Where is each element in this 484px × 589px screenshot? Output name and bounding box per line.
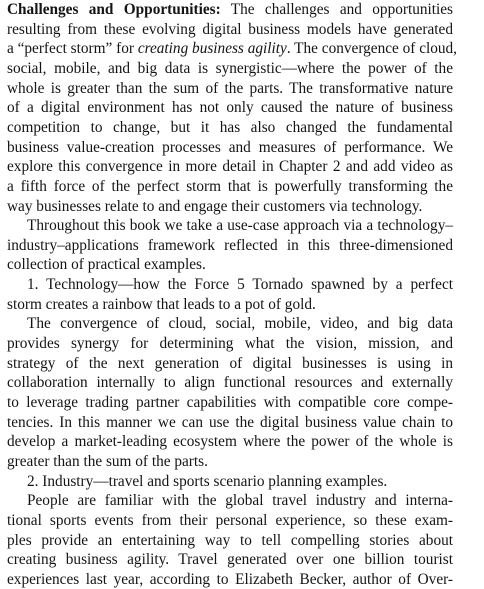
text-line	[7, 511, 453, 530]
text-segment: The challenges and opportunities	[220, 1, 453, 18]
text-line	[7, 295, 453, 314]
text-segment: 2. Industry—travel and sports scenario planning examples.	[27, 472, 388, 490]
text-segment: tencies. In this manner we can use the digital business value chain to	[7, 413, 453, 431]
text-line	[7, 39, 457, 58]
text-segment: Challenges and Opportunities:	[7, 1, 221, 18]
text-line	[27, 472, 453, 491]
text-line	[7, 531, 453, 550]
text-line	[7, 432, 453, 451]
text-line	[27, 216, 453, 235]
text-segment: provides synergy for determining what the vision, mission, and	[7, 335, 453, 353]
text-segment: 1. Technology—how the Force 5 Tornado spawned by a perfect	[27, 276, 453, 294]
text-line	[7, 393, 453, 412]
text-line	[7, 413, 453, 432]
text-line	[7, 570, 453, 589]
text-line	[7, 157, 453, 176]
text-line	[7, 177, 453, 196]
text-segment: . The convergence of cloud,	[286, 40, 457, 58]
text-segment: experiences last year, according to Elizabeth Becker, author of Over-	[7, 570, 453, 588]
text-line	[7, 550, 453, 569]
text-segment: whole is greater than the sum of the parts. The transformative nature	[7, 79, 453, 97]
text-line	[7, 0, 453, 19]
text-segment: The convergence of cloud, social, mobile, video, and big data	[27, 315, 453, 333]
text-segment: develop a market-leading ecosystem where the power of the whole is	[7, 433, 453, 451]
text-segment: business value-creation processes and measures of performance. We	[7, 138, 453, 156]
text-segment: way businesses relate to and engage their customers via technology.	[7, 197, 423, 215]
text-line	[7, 118, 453, 137]
text-line	[7, 197, 453, 216]
text-segment: creating business agility. Travel generated over one billion tourist	[7, 551, 453, 569]
text-line	[7, 334, 453, 353]
text-line	[7, 255, 453, 274]
text-line	[7, 452, 453, 471]
text-segment: of a digital environment has not only caused the nature of business	[7, 99, 453, 117]
text-line	[7, 20, 453, 39]
text-segment: to leverage trading partner capabilities with compatible core compe-	[7, 394, 453, 411]
text-segment: tional sports events from their personal experience, so these exam-	[7, 511, 453, 529]
text-segment: a “perfect storm” for	[7, 40, 138, 58]
text-line	[7, 373, 453, 392]
text-line	[7, 79, 453, 98]
text-segment: explore this convergence in more detail in Chapter 2 and add video as	[7, 158, 453, 176]
text-line	[7, 98, 453, 117]
text-segment: storm creates a rainbow that leads to a pot of gold.	[7, 295, 316, 313]
text-segment: collection of practical examples.	[7, 256, 206, 274]
text-segment: Throughout this book we take a use-case approach via a technology–	[27, 217, 453, 235]
text-segment: competition to change, but it has also changed the fundamental	[7, 118, 453, 136]
text-segment: industry–applications framework reflected in this three-dimensioned	[7, 236, 453, 254]
text-segment: ples provide an entertaining way to tell compelling stories about	[7, 531, 453, 549]
text-line	[7, 236, 453, 255]
text-line	[7, 354, 453, 373]
text-line	[27, 275, 453, 294]
text-segment: People are familiar with the global travel industry and interna-	[27, 492, 453, 510]
text-segment: strategy of the next generation of digital businesses is using in	[7, 354, 453, 372]
text-segment: social, mobile, and big data is synergistic—where the power of the	[7, 59, 453, 77]
text-segment: a fifth force of the perfect storm that is powerfully transforming the	[7, 177, 453, 195]
text-segment: resulting from these evolving digital business models have generated	[7, 20, 453, 38]
text-line	[27, 491, 453, 510]
text-line	[7, 138, 453, 157]
text-segment: creating business agility	[137, 40, 287, 58]
text-segment: collaboration internally to align functional resources and externally	[7, 374, 453, 392]
text-line	[7, 59, 453, 78]
text-line	[27, 314, 453, 333]
text-segment: greater than the sum of the parts.	[7, 452, 208, 470]
